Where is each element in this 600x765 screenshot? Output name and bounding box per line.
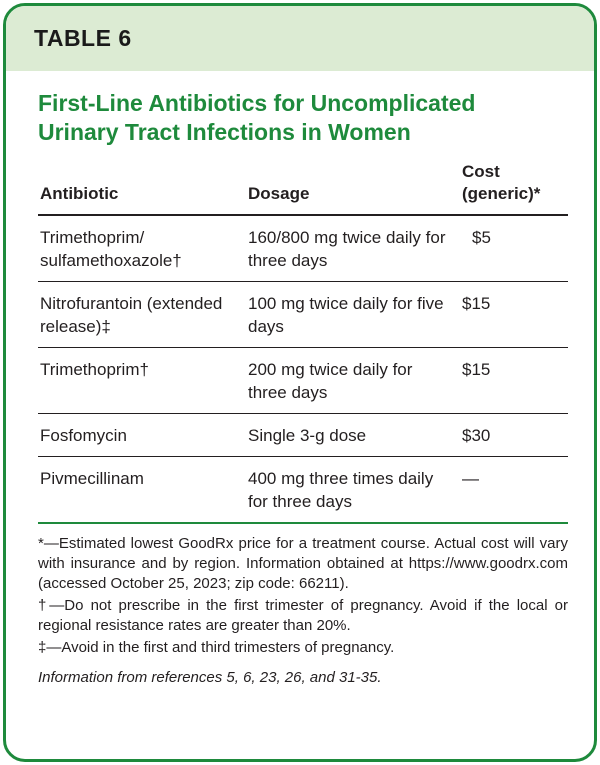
footnote-dagger: †—Do not prescribe in the first trimester of pregnancy. Avoid if the local or regional resistance rates are greater than 20%. [38, 597, 568, 634]
table-row [38, 348, 568, 414]
antibiotic-cell: Trimethoprim/ sulfamethoxazole† [38, 215, 246, 282]
cost-cell: $30 [460, 414, 568, 457]
dosage-cell: 100 mg twice daily for five days [246, 282, 460, 348]
table-row [38, 282, 568, 348]
table-row [38, 457, 568, 524]
footnotes [38, 534, 568, 688]
dosage-cell: Single 3-g dose [246, 414, 460, 457]
table-card [3, 3, 597, 762]
dosage-cell: 400 mg three times daily for three days [246, 457, 460, 524]
dosage-cell: 200 mg twice daily for three days [246, 348, 460, 414]
cost-cell: $15 [460, 348, 568, 414]
footnote-double-dagger: ‡—Avoid in the first and third trimesters of pregnancy. [38, 639, 395, 656]
table-row [38, 215, 568, 282]
column-header-antibiotic: Antibiotic [38, 161, 246, 215]
table-title: First-Line Antibiotics for Uncomplicated Urinary Tract Infections in Women [38, 90, 476, 145]
cost-cell: $5 [460, 215, 568, 282]
table-number-label: TABLE 6 [34, 25, 132, 51]
table-header-row [38, 161, 568, 215]
column-header-dosage: Dosage [246, 161, 460, 215]
table-row [38, 414, 568, 457]
antibiotics-table [38, 161, 568, 524]
header-band [6, 6, 594, 71]
dosage-cell: 160/800 mg twice daily for three days [246, 215, 460, 282]
cost-cell: $15 [460, 282, 568, 348]
card-content [6, 71, 594, 688]
cost-cell: — [460, 457, 568, 524]
antibiotic-cell: Fosfomycin [38, 414, 246, 457]
antibiotic-cell: Nitrofurantoin (extended release)‡ [38, 282, 246, 348]
source-note: Information from references 5, 6, 23, 26, and 31-35. [38, 669, 382, 686]
antibiotic-cell: Trimethoprim† [38, 348, 246, 414]
footnote-cost: *—Estimated lowest GoodRx price for a treatment course. Actual cost will vary with insurance and by region. Information obtained at https://www.goodrx.com (accessed October 25, 2023; zip code: 66211). [38, 535, 568, 592]
column-header-cost: Cost (generic)* [460, 161, 568, 215]
antibiotic-cell: Pivmecillinam [38, 457, 246, 524]
